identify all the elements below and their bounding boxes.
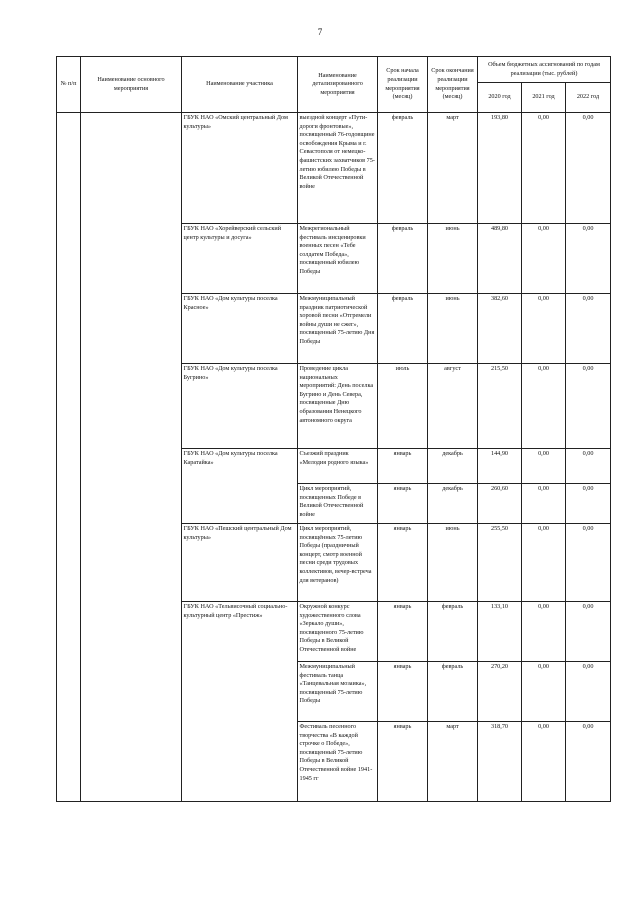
cell-2021: 0,00 (522, 484, 566, 524)
header-participant: Наименование участника (182, 57, 298, 113)
cell-start: июль (378, 364, 428, 449)
cell-participant: ГБУК НАО «Пешский центральный Дом культуры» (182, 524, 298, 602)
cell-participant: ГБУК НАО «Дом культуры поселка Бугрино» (182, 364, 298, 449)
cell-2021: 0,00 (522, 722, 566, 802)
cell-event: Проведение цикла национальных мероприятий: День поселка Бугрино и День Севера, посвященные Дню образования Ненецкого автономного округа (298, 364, 378, 449)
cell-event: Фестиваль песенного творчества «В каждой строчке о Победе», посвященный 75-летию Победы в Великой Отечественной войне 1941-1945 гг (298, 722, 378, 802)
cell-main-event (81, 113, 182, 802)
cell-2022: 0,00 (566, 602, 611, 662)
cell-2021: 0,00 (522, 662, 566, 722)
table-header (57, 57, 611, 113)
table-row (57, 113, 611, 224)
cell-2022: 0,00 (566, 524, 611, 602)
cell-participant: ГБУК НАО «Хорейверский сельский центр культуры и досуга» (182, 224, 298, 294)
cell-2020: 193,80 (478, 113, 522, 224)
cell-2021: 0,00 (522, 524, 566, 602)
cell-participant: ГБУК НАО «Омский центральный Дом культуры» (182, 113, 298, 224)
cell-2020: 215,50 (478, 364, 522, 449)
cell-end: июнь (428, 294, 478, 364)
cell-participant: ГБУК НАО «Дом культуры поселка Каратайка» (182, 449, 298, 524)
cell-start: февраль (378, 224, 428, 294)
cell-2021: 0,00 (522, 224, 566, 294)
cell-event: Съезжий праздник «Мелодия родного языка» (298, 449, 378, 484)
cell-2022: 0,00 (566, 294, 611, 364)
cell-start: январь (378, 524, 428, 602)
cell-end: февраль (428, 662, 478, 722)
cell-2022: 0,00 (566, 484, 611, 524)
cell-end: март (428, 722, 478, 802)
cell-2020: 270,20 (478, 662, 522, 722)
cell-end: июнь (428, 524, 478, 602)
cell-end: август (428, 364, 478, 449)
header-budget: Объем бюджетных ассигнований по годам реализации (тыс. рублей) (478, 57, 611, 83)
cell-num (57, 113, 81, 802)
cell-2021: 0,00 (522, 294, 566, 364)
header-num: № п/п (57, 57, 81, 113)
cell-end: февраль (428, 602, 478, 662)
cell-2020: 144,90 (478, 449, 522, 484)
cell-start: январь (378, 484, 428, 524)
header-start: Срок начала реализации мероприятия (месяц) (378, 57, 428, 113)
header-year-2022: 2022 год (566, 83, 611, 113)
cell-event: Межрегиональный фестиваль инсценировки военных песен «Тебе солдатем Победа», посвященный юбилею Победы (298, 224, 378, 294)
cell-event: Окружной конкурс художественного слова «Зеркало души», посвященного 75-летию Победы в Великой Отечественной войне (298, 602, 378, 662)
cell-end: декабрь (428, 484, 478, 524)
cell-2020: 260,60 (478, 484, 522, 524)
header-year-2020: 2020 год (478, 83, 522, 113)
cell-start: февраль (378, 113, 428, 224)
cell-start: январь (378, 722, 428, 802)
cell-2022: 0,00 (566, 364, 611, 449)
cell-2020: 382,60 (478, 294, 522, 364)
cell-participant: ГБУК НАО «Тельвисочный социально-культурный центр «Престиж» (182, 602, 298, 802)
budget-table (56, 56, 611, 802)
cell-start: январь (378, 602, 428, 662)
cell-event: Межмуниципальный фестиваль танца «Танцевальная мозаика», посвященный 75-летию Победы (298, 662, 378, 722)
cell-start: январь (378, 449, 428, 484)
cell-start: январь (378, 662, 428, 722)
cell-2020: 133,10 (478, 602, 522, 662)
header-end: Срок окончания реализации мероприятия (месяц) (428, 57, 478, 113)
cell-end: декабрь (428, 449, 478, 484)
cell-event: Межмуниципальный праздник патриотической хоровой песни «Отгремели войны души не сжег», посвященный 75-летию Дня Победы (298, 294, 378, 364)
cell-end: июнь (428, 224, 478, 294)
cell-2022: 0,00 (566, 113, 611, 224)
cell-start: февраль (378, 294, 428, 364)
cell-event: Цикл мероприятий, посвященных Победе в Великой Отечественной войне (298, 484, 378, 524)
header-detail-event: Наименование детализированного мероприятия (298, 57, 378, 113)
header-year-2021: 2021 год (522, 83, 566, 113)
page-number: 7 (317, 27, 323, 37)
cell-participant: ГБУК НАО «Дом культуры поселка Красное» (182, 294, 298, 364)
cell-2020: 489,80 (478, 224, 522, 294)
cell-2021: 0,00 (522, 449, 566, 484)
cell-2022: 0,00 (566, 449, 611, 484)
cell-event: Цикл мероприятий, посвящённых 75-летию Победы (праздничный концерт, смотр военной песни среди трудовых коллективов, вечер-встреча для ветеранов) (298, 524, 378, 602)
cell-event: выездной концерт «Пути-дороги фронтовые», посвященный 76-годовщине освобождения Крыма и г. Севастополя от немецко-фашистских захватчиков 75-летию юбилею Победы в Великой Отечественной войне (298, 113, 378, 224)
cell-2021: 0,00 (522, 602, 566, 662)
header-main-event: Наименование основного мероприятия (81, 57, 182, 113)
cell-2020: 255,50 (478, 524, 522, 602)
cell-2022: 0,00 (566, 224, 611, 294)
cell-2020: 318,70 (478, 722, 522, 802)
cell-2022: 0,00 (566, 662, 611, 722)
cell-end: март (428, 113, 478, 224)
cell-2021: 0,00 (522, 113, 566, 224)
cell-2021: 0,00 (522, 364, 566, 449)
cell-2022: 0,00 (566, 722, 611, 802)
